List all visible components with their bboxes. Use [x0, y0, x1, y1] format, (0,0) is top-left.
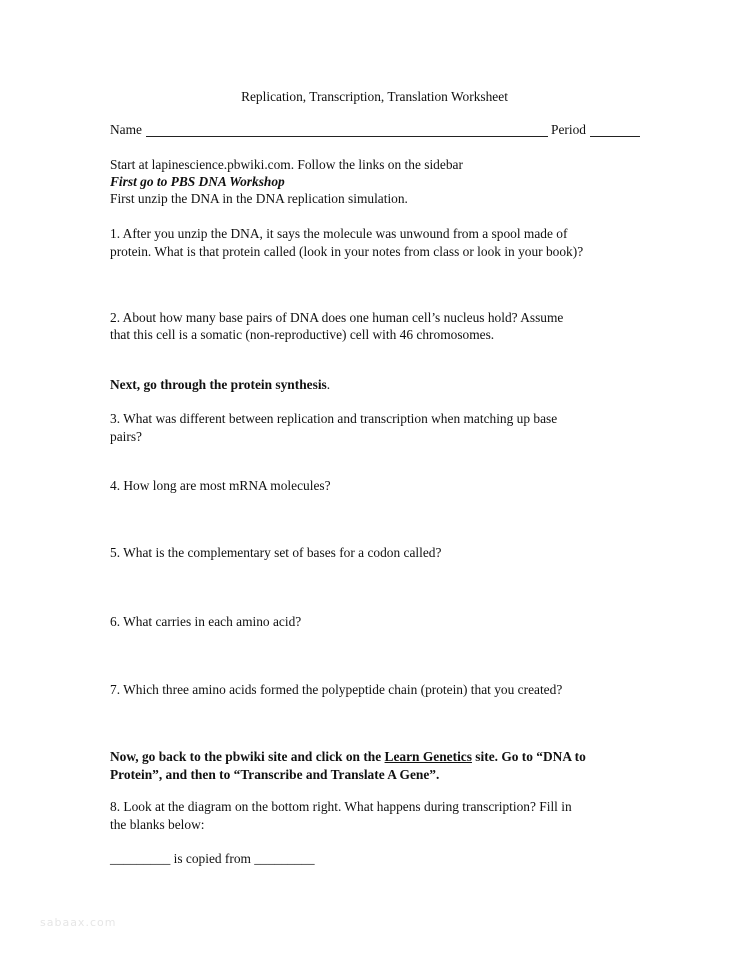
intro-line-2: First go to PBS DNA Workshop — [110, 174, 285, 189]
watermark: sabaax.com — [40, 916, 117, 929]
question-1-line-2: protein. What is that protein called (look in your notes from class or look in your book)? — [110, 244, 584, 259]
question-3-line-1: 3. What was different between replication and transcription when matching up base — [110, 411, 558, 426]
intro-line-3: First unzip the DNA in the DNA replication simulation. — [110, 191, 408, 206]
page-title: Replication, Transcription, Translation Worksheet — [241, 89, 508, 104]
protein-synthesis-heading — [110, 376, 330, 394]
learn-genetics-instruction-line-2: Protein”, and then to “Transcribe and Translate A Gene”. — [110, 767, 440, 782]
name-label: Name — [110, 122, 142, 137]
period-blank — [590, 136, 640, 137]
question-7: 7. Which three amino acids formed the polypeptide chain (protein) that you created? — [110, 682, 563, 697]
question-4: 4. How long are most mRNA molecules? — [110, 478, 331, 493]
question-6: 6. What carries in each amino acid? — [110, 614, 302, 629]
question-1-line-1: 1. After you unzip the DNA, it says the molecule was unwound from a spool made of — [110, 226, 568, 241]
question-3-line-2: pairs? — [110, 429, 142, 444]
question-8-line-1: 8. Look at the diagram on the bottom right. What happens during transcription? Fill in — [110, 799, 572, 814]
period-label: Period — [551, 122, 586, 137]
name-blank — [146, 136, 548, 137]
question-8-blanks: _________ is copied from _________ — [110, 851, 315, 866]
question-8-line-2: the blanks below: — [110, 817, 205, 832]
learn-genetics-instruction-part-1: Now, go back to the pbwiki site and click on the — [110, 749, 385, 764]
question-2-line-1: 2. About how many base pairs of DNA does one human cell’s nucleus hold? Assume — [110, 310, 564, 325]
learn-genetics-instruction-line-1 — [110, 748, 586, 766]
protein-synthesis-heading-period: . — [326, 377, 331, 392]
learn-genetics-instruction-part-2: site. Go to “DNA to — [471, 749, 586, 764]
learn-genetics-link[interactable]: Learn Genetics — [384, 749, 472, 764]
question-5: 5. What is the complementary set of bases for a codon called? — [110, 545, 442, 560]
name-period-line — [110, 121, 640, 139]
intro-line-1: Start at lapinescience.pbwiki.com. Follow the links on the sidebar — [110, 157, 463, 172]
protein-synthesis-heading-text: Next, go through the protein synthesis — [110, 377, 327, 392]
question-2-line-2: that this cell is a somatic (non-reproductive) cell with 46 chromosomes. — [110, 327, 495, 342]
